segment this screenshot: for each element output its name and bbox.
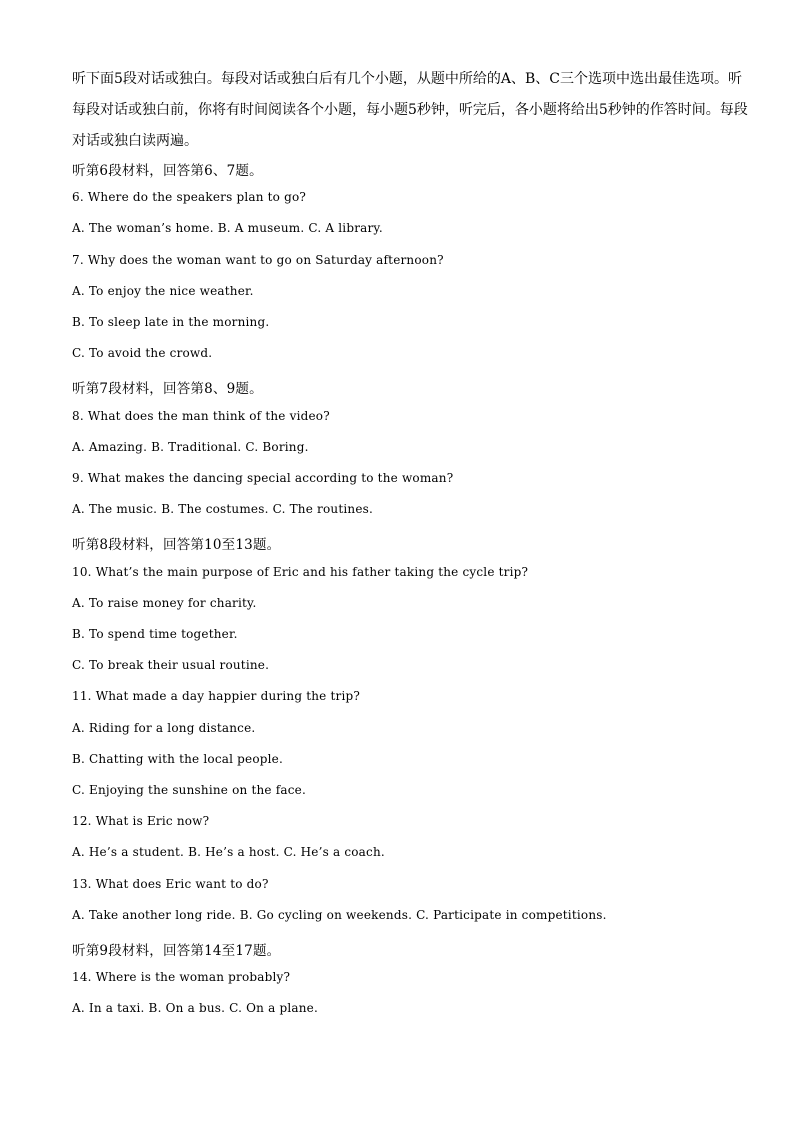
section-heading: 听第9段材料，回答第14至17题。	[72, 943, 281, 959]
option-line: B. To sleep late in the morning.	[72, 315, 270, 329]
option-line: A. The woman’s home. B. A museum. C. A library.	[72, 221, 383, 235]
section-heading: 听第8段材料，回答第10至13题。	[72, 537, 281, 553]
option-line: A. In a taxi. B. On a bus. C. On a plane.	[72, 1001, 319, 1015]
option-line: A. Take another long ride. B. Go cycling on weekends. C. Participate in competitions.	[72, 908, 607, 922]
question-line: 8. What does the man think of the video?	[72, 409, 330, 423]
instructions-paragraph: 听下面5段对话或独白。每段对话或独白后有几个小题，从题中所给的A、B、C三个选项中选出最佳选项。听每段对话或独白前，你将有时间阅读各个小题，每小题5秒钟，听完后，各小题将给出5秒钟的作答时间。每段对话或独白读两遍。	[72, 71, 748, 149]
question-line: 6. Where do the speakers plan to go?	[72, 190, 307, 204]
question-line: 14. Where is the woman probably?	[72, 970, 291, 984]
question-line: 11. What made a day happier during the trip?	[72, 689, 361, 703]
option-line: C. Enjoying the sunshine on the face.	[72, 783, 306, 797]
option-line: A. To enjoy the nice weather.	[72, 284, 254, 298]
section-heading: 听第6段材料，回答第6、7题。	[72, 163, 263, 179]
option-line: B. Chatting with the local people.	[72, 752, 283, 766]
option-line: A. To raise money for charity.	[72, 596, 257, 610]
option-line: A. Riding for a long distance.	[72, 721, 256, 735]
section-heading: 听第7段材料，回答第8、9题。	[72, 381, 263, 397]
option-line: C. To break their usual routine.	[72, 658, 270, 672]
question-line: 10. What’s the main purpose of Eric and his father taking the cycle trip?	[72, 565, 529, 579]
question-line: 12. What is Eric now?	[72, 814, 210, 828]
option-line: B. To spend time together.	[72, 627, 238, 641]
option-line: A. He’s a student. B. He’s a host. C. He’s a coach.	[72, 845, 385, 859]
option-line: C. To avoid the crowd.	[72, 346, 213, 360]
question-line: 9. What makes the dancing special according to the woman?	[72, 471, 454, 485]
option-line: A. The music. B. The costumes. C. The routines.	[72, 502, 373, 516]
option-line: A. Amazing. B. Traditional. C. Boring.	[72, 440, 309, 454]
question-line: 13. What does Eric want to do?	[72, 877, 269, 891]
question-line: 7. Why does the woman want to go on Saturday afternoon?	[72, 253, 444, 267]
